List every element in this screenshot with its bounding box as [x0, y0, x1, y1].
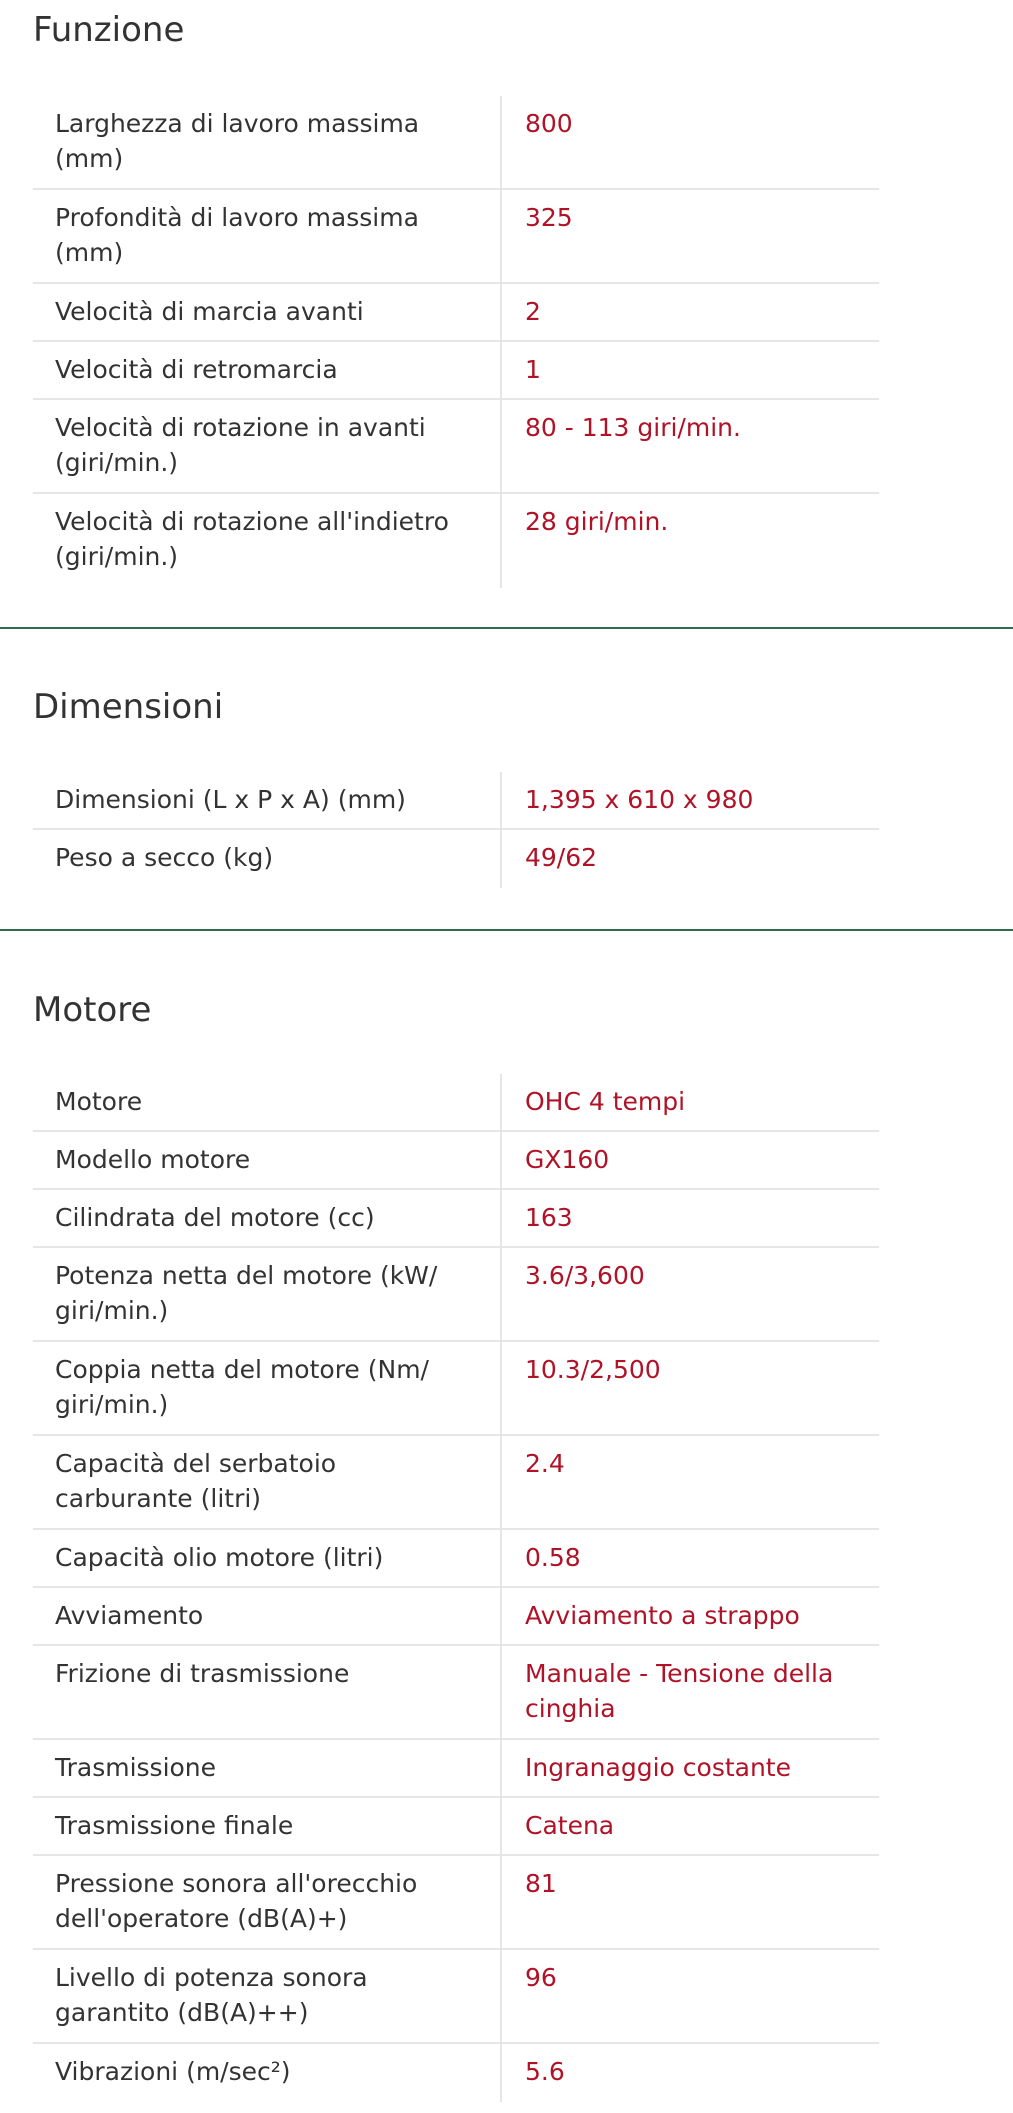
table-row: [33, 1588, 879, 1646]
spec-label: Velocità di retromarcia: [33, 342, 502, 398]
section-divider: [0, 929, 1013, 931]
spec-value: Avviamento a strappo: [525, 1601, 800, 1630]
spec-value: 163: [525, 1203, 573, 1232]
section-divider: [0, 627, 1013, 629]
table-row: [33, 830, 879, 888]
spec-value: GX160: [525, 1145, 610, 1174]
spec-value: 10.3/2,500: [525, 1355, 661, 1384]
spec-label: Trasmissione finale: [33, 1798, 502, 1854]
spec-label: Frizione di trasmissione: [33, 1646, 502, 1738]
spec-label: Motore: [33, 1074, 502, 1130]
spec-label: Modello motore: [33, 1132, 502, 1188]
spec-label: Peso a secco (kg): [33, 830, 502, 888]
spec-table: [33, 96, 879, 588]
spec-value: 2: [525, 297, 541, 326]
spec-value: Manuale - Tensione della cinghia: [525, 1659, 834, 1723]
spec-value: 2.4: [525, 1449, 565, 1478]
spec-label: Velocità di rotazione all'indietro (giri/min.): [33, 494, 502, 588]
spec-label: Avviamento: [33, 1588, 502, 1644]
section-title: Dimensioni: [33, 687, 224, 727]
spec-label: Cilindrata del motore (cc): [33, 1190, 502, 1246]
table-row: [33, 1190, 879, 1248]
spec-label: Dimensioni (L x P x A) (mm): [33, 772, 502, 828]
spec-label: Coppia netta del motore (Nm/ giri/min.): [33, 1342, 502, 1434]
section-title: Funzione: [33, 10, 185, 50]
spec-value: 1,395 x 610 x 980: [525, 785, 754, 814]
table-row: [33, 400, 879, 494]
spec-value: 28 giri/min.: [525, 507, 669, 536]
spec-label: Pressione sonora all'orecchio dell'operatore (dB(A)+): [33, 1856, 502, 1948]
table-row: [33, 772, 879, 830]
spec-value: 0.58: [525, 1543, 581, 1572]
spec-label: Velocità di marcia avanti: [33, 284, 502, 340]
table-row: [33, 1436, 879, 1530]
spec-label: Vibrazioni (m/sec²): [33, 2044, 502, 2102]
spec-value: 325: [525, 203, 573, 232]
spec-value: 96: [525, 1963, 557, 1992]
table-row: [33, 1798, 879, 1856]
spec-label: Livello di potenza sonora garantito (dB(A)++): [33, 1950, 502, 2042]
table-row: [33, 1856, 879, 1950]
spec-label: Capacità del serbatoio carburante (litri): [33, 1436, 502, 1528]
table-row: [33, 1950, 879, 2044]
table-row: [33, 1646, 879, 1740]
table-row: [33, 1248, 879, 1342]
table-row: [33, 190, 879, 284]
spec-value: 81: [525, 1869, 557, 1898]
spec-label: Profondità di lavoro massima (mm): [33, 190, 502, 282]
spec-label: Velocità di rotazione in avanti (giri/min.): [33, 400, 502, 492]
table-row: [33, 1132, 879, 1190]
table-row: [33, 2044, 879, 2102]
spec-label: Potenza netta del motore (kW/ giri/min.): [33, 1248, 502, 1340]
spec-table: [33, 772, 879, 888]
table-row: [33, 1530, 879, 1588]
table-row: [33, 96, 879, 190]
spec-value: Ingranaggio costante: [525, 1753, 791, 1782]
spec-label: Larghezza di lavoro massima (mm): [33, 96, 502, 188]
spec-table: [33, 1074, 879, 2102]
spec-value: 1: [525, 355, 541, 384]
table-row: [33, 494, 879, 588]
table-row: [33, 1074, 879, 1132]
table-row: [33, 284, 879, 342]
spec-label: Trasmissione: [33, 1740, 502, 1796]
table-row: [33, 1740, 879, 1798]
spec-value: 800: [525, 109, 573, 138]
table-row: [33, 1342, 879, 1436]
spec-value: 3.6/3,600: [525, 1261, 645, 1290]
spec-label: Capacità olio motore (litri): [33, 1530, 502, 1586]
spec-value: 80 - 113 giri/min.: [525, 413, 741, 442]
spec-value: 49/62: [525, 843, 598, 872]
table-row: [33, 342, 879, 400]
spec-value: Catena: [525, 1811, 615, 1840]
section-title: Motore: [33, 990, 152, 1030]
spec-value: OHC 4 tempi: [525, 1087, 686, 1116]
spec-value: 5.6: [525, 2057, 565, 2086]
